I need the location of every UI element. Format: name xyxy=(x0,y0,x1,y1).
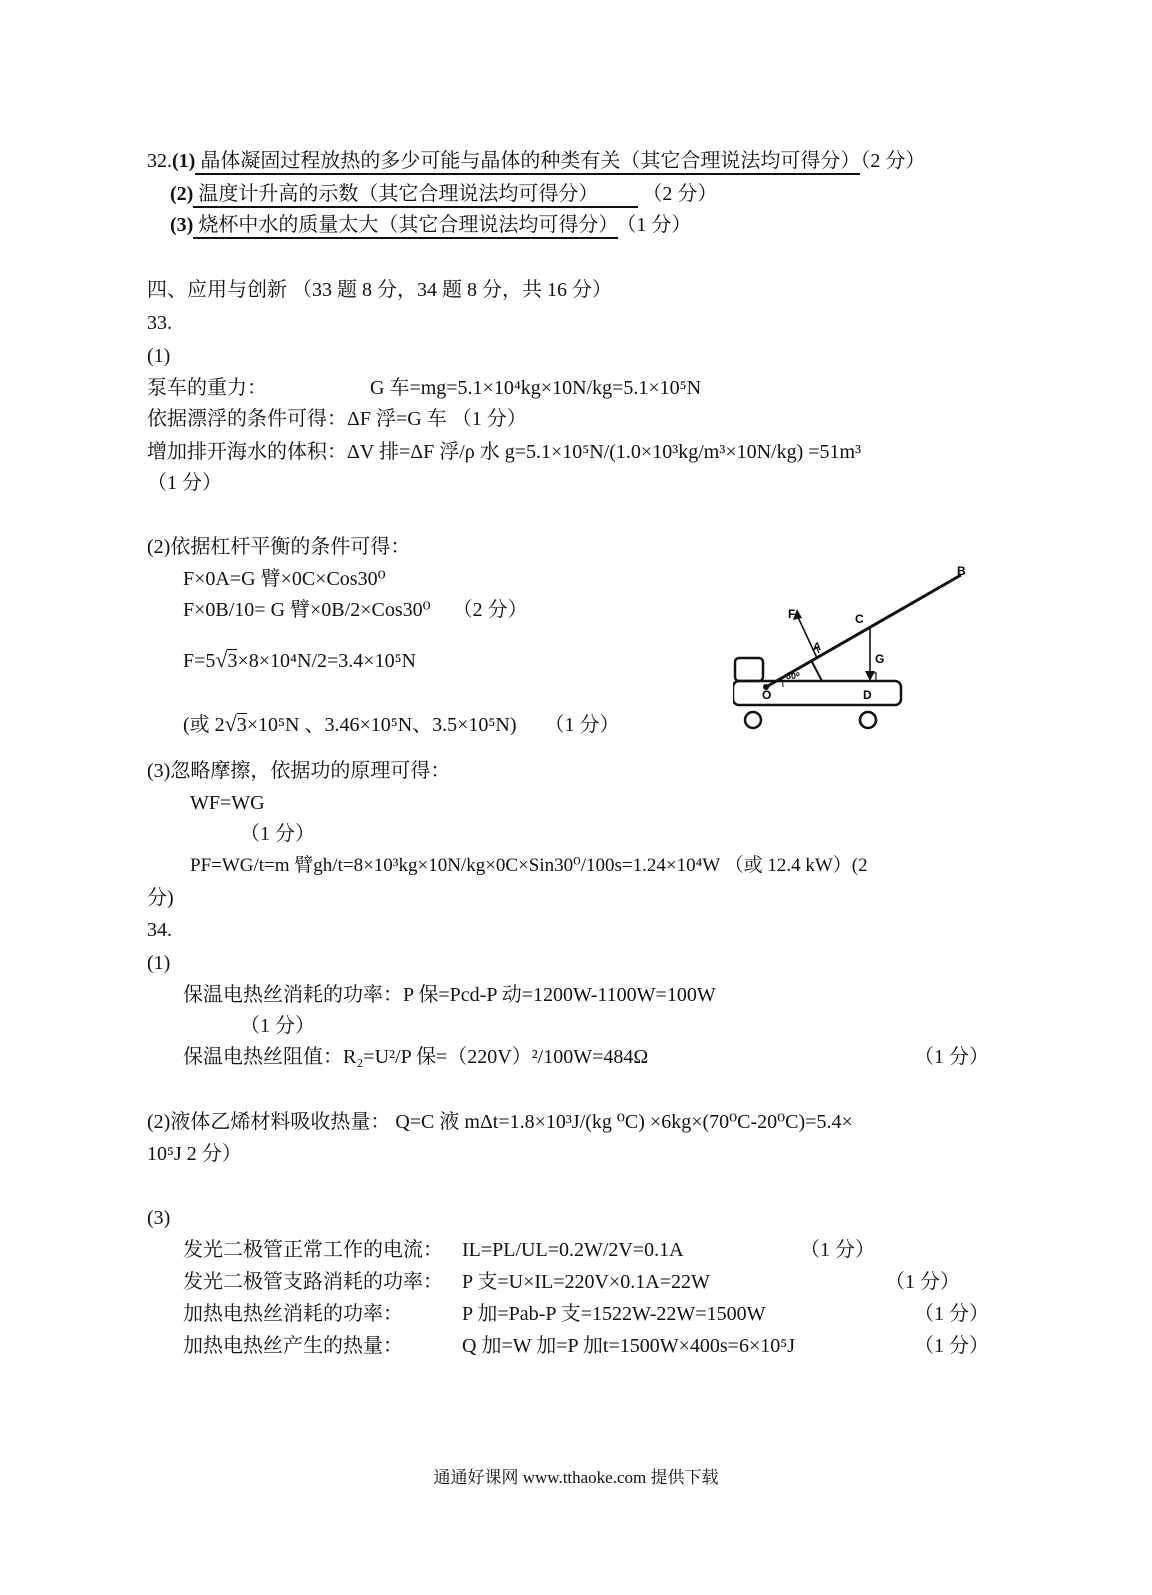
q33-part2-formula1: F×0A=G 臂×0C×Cos30⁰ xyxy=(183,568,386,590)
strut-line xyxy=(811,660,822,681)
q32-part2-answer: 温度计升高的示数（其它合理说法均可得分） xyxy=(193,183,638,208)
q32-part2 xyxy=(170,182,717,206)
formula3-radicand: 3 xyxy=(227,650,238,672)
q33-part2-formula2-text: F×0B/10= G 臂×0B/2×Cos30⁰ xyxy=(183,599,431,621)
q34-part3-label: (3) xyxy=(147,1207,171,1229)
label-d: D xyxy=(863,688,872,702)
q32-part1 xyxy=(147,149,925,173)
label-c: C xyxy=(855,612,864,626)
formula4-prefix: (或 2 xyxy=(183,714,225,736)
q33-number: 33. xyxy=(147,312,172,334)
q34-row1-formula: IL=PL/UL=0.2W/2V=0.1A xyxy=(462,1239,684,1261)
q33-part2-formula3 xyxy=(183,648,416,673)
q34-line1-score: （1 分） xyxy=(240,1015,315,1037)
q33-part2-formula4 xyxy=(183,712,620,737)
q33-line1-label: 泵车的重力： xyxy=(147,377,267,399)
q34-line1: 保温电热丝消耗的功率：P 保=Pcd-P 动=1200W-1100W=100W xyxy=(183,984,716,1006)
sqrt-symbol: √ xyxy=(215,647,228,672)
q34-row2-formula: P 支=U×IL=220V×0.1A=22W xyxy=(462,1271,710,1293)
formula4-suffix: ×10⁵N 、3.46×10⁵N、3.5×10⁵N) xyxy=(246,714,517,736)
q32-number: 32. xyxy=(147,150,172,172)
q32-part2-score: （2 分） xyxy=(652,183,718,205)
label-f: F xyxy=(788,607,796,621)
q32-part3-answer: 烧杯中水的质量太大（其它合理说法均可得分） xyxy=(193,214,618,239)
q34-row3-label: 加热电热丝消耗的功率： xyxy=(183,1303,403,1325)
label-g: G xyxy=(875,652,885,666)
formula3-prefix: F=5 xyxy=(183,650,216,672)
q33-part3-intro: (3)忽略摩擦，依据功的原理可得： xyxy=(147,760,451,782)
wheel-icon xyxy=(860,712,876,728)
q34-row2-score: （1 分） xyxy=(885,1271,960,1293)
q34-number: 34. xyxy=(147,919,172,941)
q33-line2: 依据漂浮的条件可得：ΔF 浮=G 车 （1 分） xyxy=(147,408,527,430)
q34-row4-score: （1 分） xyxy=(914,1335,989,1357)
label-a: A xyxy=(813,641,821,653)
q33-line1-formula: G 车=mg=5.1×10⁴kg×10N/kg=5.1×10⁵N xyxy=(370,377,702,399)
q34-part2-tail: 10⁵J 2 分） xyxy=(147,1143,242,1165)
q32-part1-label: (1) xyxy=(172,150,196,172)
q32-part1-score: （2 分） xyxy=(860,150,926,172)
q33-line3: 增加排开海水的体积：ΔV 排=ΔF 浮/ρ 水 g=5.1×10⁵N/(1.0×10³kg/m³×10N/kg) =51m³ xyxy=(147,441,862,463)
q33-part3-formula1: WF=WG xyxy=(190,792,265,814)
section4-heading: 四、应用与创新 （33 题 8 分，34 题 8 分，共 16 分） xyxy=(147,279,612,301)
q33-part1-label: (1) xyxy=(147,345,171,367)
q32-part3-score: （1 分） xyxy=(626,214,692,236)
q32-part2-label: (2) xyxy=(170,183,194,205)
angle-arc xyxy=(781,678,783,687)
lever-diagram xyxy=(733,563,973,731)
q33-part2-formula2-score: （2 分） xyxy=(452,599,528,621)
formula4-score: （1 分） xyxy=(544,714,620,736)
q34-part2: (2)液体乙烯材料吸收热量： Q=C 液 mΔt=1.8×10³J/(kg ⁰C) ×6kg×(70⁰C-20⁰C)=5.4× xyxy=(147,1111,853,1133)
label-angle: 30⁰ xyxy=(786,671,800,681)
q34-row2-label: 发光二极管支路消耗的功率： xyxy=(183,1271,443,1293)
truck-cab xyxy=(735,658,763,681)
truck-body xyxy=(733,681,901,705)
q34-row3-score: （1 分） xyxy=(914,1303,989,1325)
q32-part3-label: (3) xyxy=(170,214,194,236)
q34-row4-label: 加热电热丝产生的热量： xyxy=(183,1335,403,1357)
q33-part3-formula2: PF=WG/t=m 臂gh/t=8×10³kg×10N/kg×0C×Sin30⁰/100s=1.24×10⁴W （或 12.4 kW）(2 xyxy=(190,855,868,876)
q32-part3 xyxy=(170,213,691,237)
q34-row4-formula: Q 加=W 加=P 加t=1500W×400s=6×10⁵J xyxy=(462,1335,795,1357)
q33-part2-formula2 xyxy=(183,598,528,622)
q34-line2-score: （1 分） xyxy=(914,1046,989,1068)
sqrt-symbol: √ xyxy=(224,711,237,736)
q34-part1-label: (1) xyxy=(147,952,171,974)
q33-part2-intro: (2)依据杠杆平衡的条件可得： xyxy=(147,536,411,558)
q33-line3-score: （1 分） xyxy=(147,472,222,494)
formula4-radicand: 3 xyxy=(236,714,247,736)
q34-row1-score: （1 分） xyxy=(800,1239,875,1261)
q34-row1-label: 发光二极管正常工作的电流： xyxy=(183,1239,443,1261)
q34-row3-formula: P 加=Pab-P 支=1522W-22W=1500W xyxy=(462,1303,766,1325)
q33-part3-formula2-tail: 分) xyxy=(147,887,174,909)
q32-part1-answer: 晶体凝固过程放热的多少可能与晶体的种类有关（其它合理说法均可得分） xyxy=(195,150,860,175)
q33-part3-formula1-score: （1 分） xyxy=(240,823,315,845)
wheel-icon xyxy=(745,712,761,728)
label-o: O xyxy=(762,688,772,702)
q34-line2: 保温电热丝阻值：R₂=U²/P 保=（220V）²/100W=484Ω xyxy=(183,1046,649,1068)
footer-credit: 通通好课网 www.tthaoke.com 提供下载 xyxy=(433,1468,719,1487)
formula3-suffix: ×8×10⁴N/2=3.4×10⁵N xyxy=(237,650,416,672)
label-b: B xyxy=(957,564,966,578)
